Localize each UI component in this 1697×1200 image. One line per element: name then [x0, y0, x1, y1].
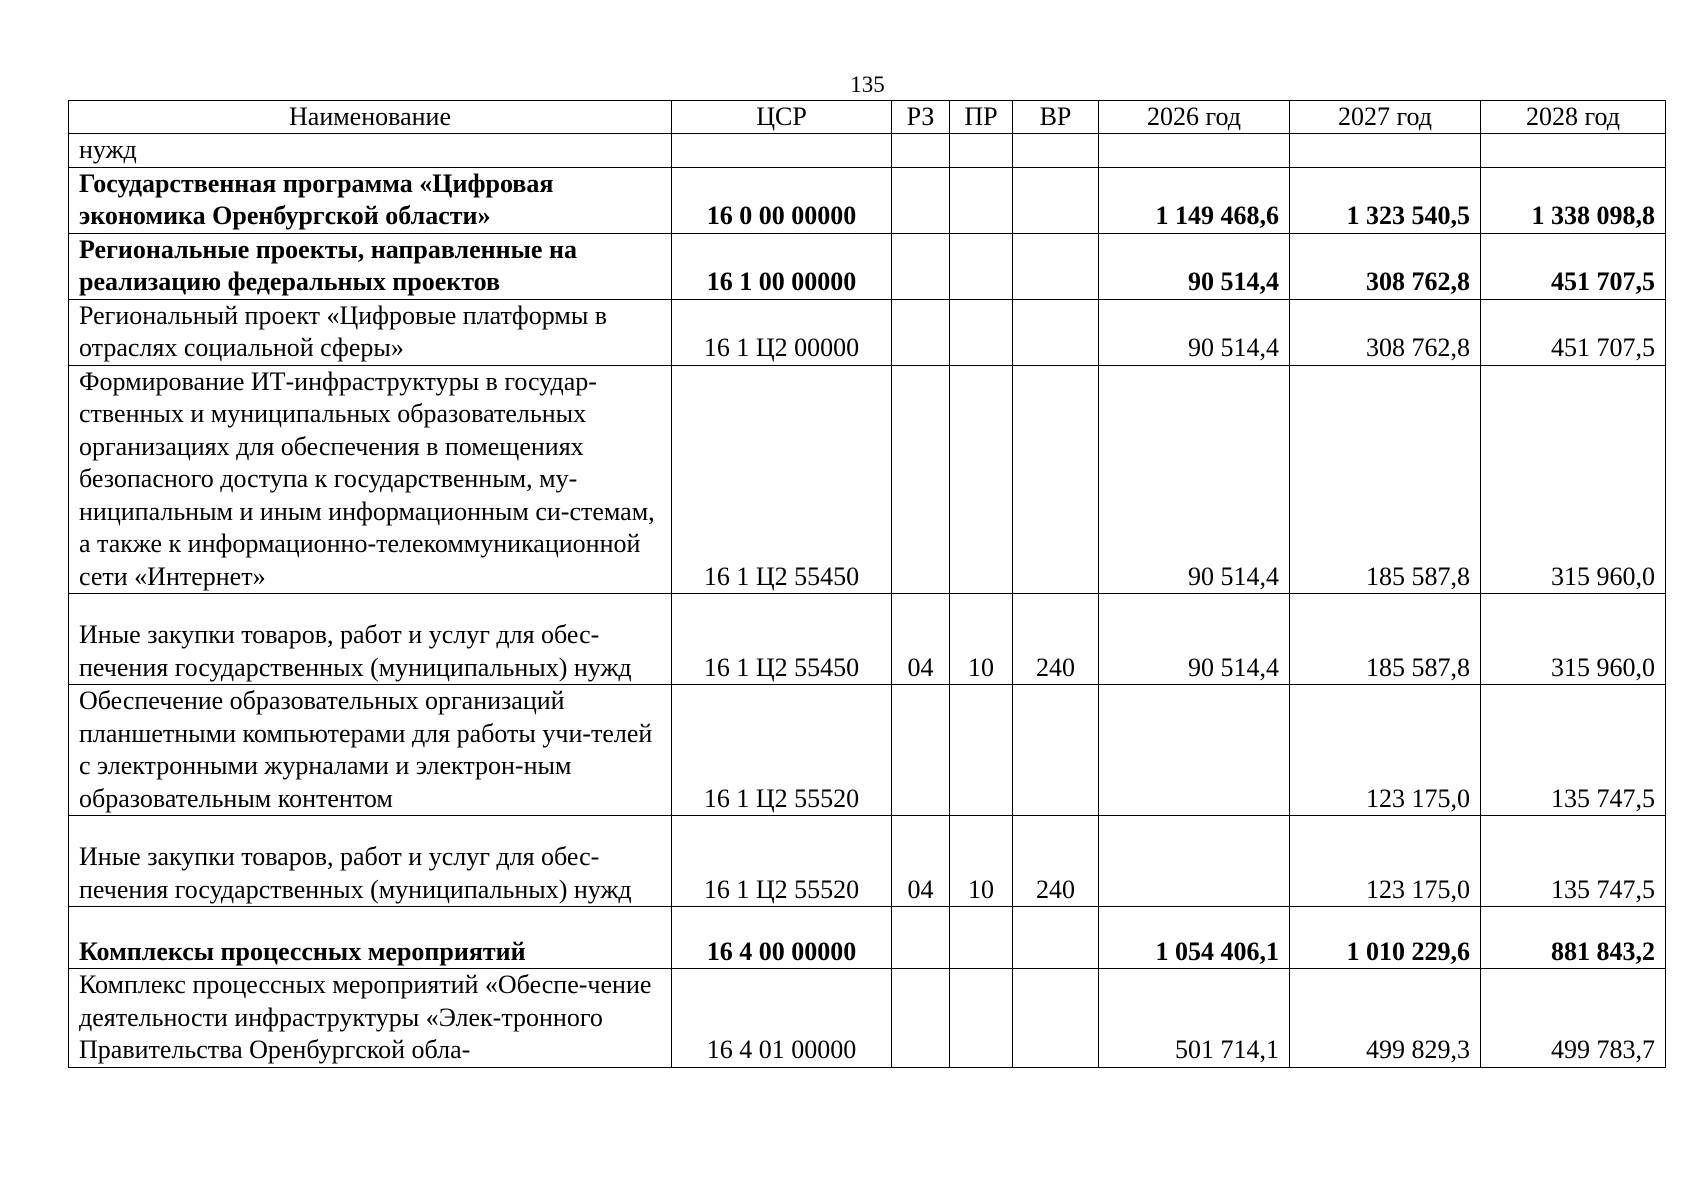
table-row [69, 167, 1666, 233]
table-row [69, 969, 1666, 1068]
table-cell-2026: 501 714,1 [1099, 969, 1290, 1068]
table-cell-2026 [1099, 685, 1290, 816]
table-cell-name: Иные закупки товаров, работ и услуг для обес-печения государственных (муниципальных) нужд [69, 816, 672, 907]
table-cell-rz [892, 299, 950, 365]
table-cell-csr: 16 1 Ц2 55450 [672, 365, 892, 594]
table-cell-pr [950, 233, 1013, 299]
table-cell-2028: 451 707,5 [1481, 233, 1666, 299]
header-name: Наименование [69, 101, 672, 134]
header-2026: 2026 год [1099, 101, 1290, 134]
table-cell-name: Формирование ИТ-инфраструктуры в государ-ственных и муниципальных образовательных организациях для обеспечения в помещениях безопасного доступа к государственным, му-ниципальным и иным информационным си-стемам, а также к информационно-телекоммуникационной сети «Интернет» [69, 365, 672, 594]
table-cell-2028: 881 843,2 [1481, 907, 1666, 969]
table-cell-2028: 315 960,0 [1481, 594, 1666, 685]
table-cell-rz [892, 134, 950, 168]
table-cell-rz [892, 233, 950, 299]
header-2027: 2027 год [1290, 101, 1481, 134]
table-cell-2027: 185 587,8 [1290, 594, 1481, 685]
table-cell-2027: 185 587,8 [1290, 365, 1481, 594]
table-row [69, 134, 1666, 168]
header-2028: 2028 год [1481, 101, 1666, 134]
table-cell-2026: 1 149 468,6 [1099, 167, 1290, 233]
table-cell-csr: 16 0 00 00000 [672, 167, 892, 233]
table-cell-vr [1013, 167, 1099, 233]
table-row [69, 907, 1666, 969]
page-number: 135 [850, 72, 885, 97]
table-cell-pr [950, 134, 1013, 168]
table-cell-2028: 135 747,5 [1481, 685, 1666, 816]
table-cell-csr: 16 1 00 00000 [672, 233, 892, 299]
table-cell-rz [892, 907, 950, 969]
table-header-row [69, 101, 1666, 134]
header-pr: ПР [950, 101, 1013, 134]
table-cell-csr: 16 4 00 00000 [672, 907, 892, 969]
table-cell-2027: 123 175,0 [1290, 685, 1481, 816]
table-cell-vr [1013, 233, 1099, 299]
table-cell-2026: 90 514,4 [1099, 365, 1290, 594]
table-cell-csr: 16 1 Ц2 55450 [672, 594, 892, 685]
table-cell-2026: 90 514,4 [1099, 299, 1290, 365]
table-cell-name: Государственная программа «Цифровая экономика Оренбургской области» [69, 167, 672, 233]
table-cell-2027: 123 175,0 [1290, 816, 1481, 907]
budget-table [68, 100, 1666, 1068]
table-cell-name: нужд [69, 134, 672, 168]
table-cell-vr [1013, 685, 1099, 816]
table-row [69, 233, 1666, 299]
table-cell-2026 [1099, 134, 1290, 168]
table-row [69, 685, 1666, 816]
table-cell-pr [950, 365, 1013, 594]
table-cell-csr: 16 4 01 00000 [672, 969, 892, 1068]
table-cell-2026: 1 054 406,1 [1099, 907, 1290, 969]
table-cell-vr [1013, 299, 1099, 365]
table-cell-rz: 04 [892, 594, 950, 685]
table-cell-pr [950, 299, 1013, 365]
table-cell-pr [950, 969, 1013, 1068]
table-cell-2028: 315 960,0 [1481, 365, 1666, 594]
table-cell-rz [892, 167, 950, 233]
table-cell-rz [892, 685, 950, 816]
table-cell-name: Региональные проекты, направленные на реализацию федеральных проектов [69, 233, 672, 299]
table-cell-2026: 90 514,4 [1099, 594, 1290, 685]
table-cell-2028: 451 707,5 [1481, 299, 1666, 365]
table-cell-name: Обеспечение образовательных организаций планшетными компьютерами для работы учи-телей с электронными журналами и электрон-ным образовательным контентом [69, 685, 672, 816]
table-cell-pr [950, 907, 1013, 969]
table-cell-vr [1013, 907, 1099, 969]
table-cell-csr: 16 1 Ц2 55520 [672, 685, 892, 816]
table-row [69, 365, 1666, 594]
table-cell-vr: 240 [1013, 816, 1099, 907]
table-cell-name: Комплекс процессных мероприятий «Обеспе-чение деятельности инфраструктуры «Элек-тронного Правительства Оренбургской обла- [69, 969, 672, 1068]
table-cell-2026: 90 514,4 [1099, 233, 1290, 299]
table-cell-vr: 240 [1013, 594, 1099, 685]
table-cell-2028: 1 338 098,8 [1481, 167, 1666, 233]
table-cell-2027: 1 010 229,6 [1290, 907, 1481, 969]
table-cell-rz [892, 365, 950, 594]
table-cell-2027: 308 762,8 [1290, 299, 1481, 365]
table-row [69, 816, 1666, 907]
table-cell-rz: 04 [892, 816, 950, 907]
table-cell-vr [1013, 134, 1099, 168]
table-cell-2027 [1290, 134, 1481, 168]
table-cell-vr [1013, 365, 1099, 594]
table-cell-vr [1013, 969, 1099, 1068]
table-cell-2028: 499 783,7 [1481, 969, 1666, 1068]
table-cell-pr: 10 [950, 816, 1013, 907]
table-cell-pr: 10 [950, 594, 1013, 685]
table-cell-pr [950, 685, 1013, 816]
table-row [69, 594, 1666, 685]
table-cell-name: Иные закупки товаров, работ и услуг для обес-печения государственных (муниципальных) нужд [69, 594, 672, 685]
table-cell-csr: 16 1 Ц2 55520 [672, 816, 892, 907]
table-row [69, 299, 1666, 365]
table-cell-csr [672, 134, 892, 168]
table-cell-2028: 135 747,5 [1481, 816, 1666, 907]
table-cell-2026 [1099, 816, 1290, 907]
table-cell-2028 [1481, 134, 1666, 168]
header-rz: РЗ [892, 101, 950, 134]
table-cell-2027: 308 762,8 [1290, 233, 1481, 299]
table-cell-2027: 499 829,3 [1290, 969, 1481, 1068]
table-cell-2027: 1 323 540,5 [1290, 167, 1481, 233]
table-cell-rz [892, 969, 950, 1068]
table-cell-csr: 16 1 Ц2 00000 [672, 299, 892, 365]
header-csr: ЦСР [672, 101, 892, 134]
table-cell-pr [950, 167, 1013, 233]
table-cell-name: Комплексы процессных мероприятий [69, 907, 672, 969]
header-vr: ВР [1013, 101, 1099, 134]
table-cell-name: Региональный проект «Цифровые платформы в отраслях социальной сферы» [69, 299, 672, 365]
